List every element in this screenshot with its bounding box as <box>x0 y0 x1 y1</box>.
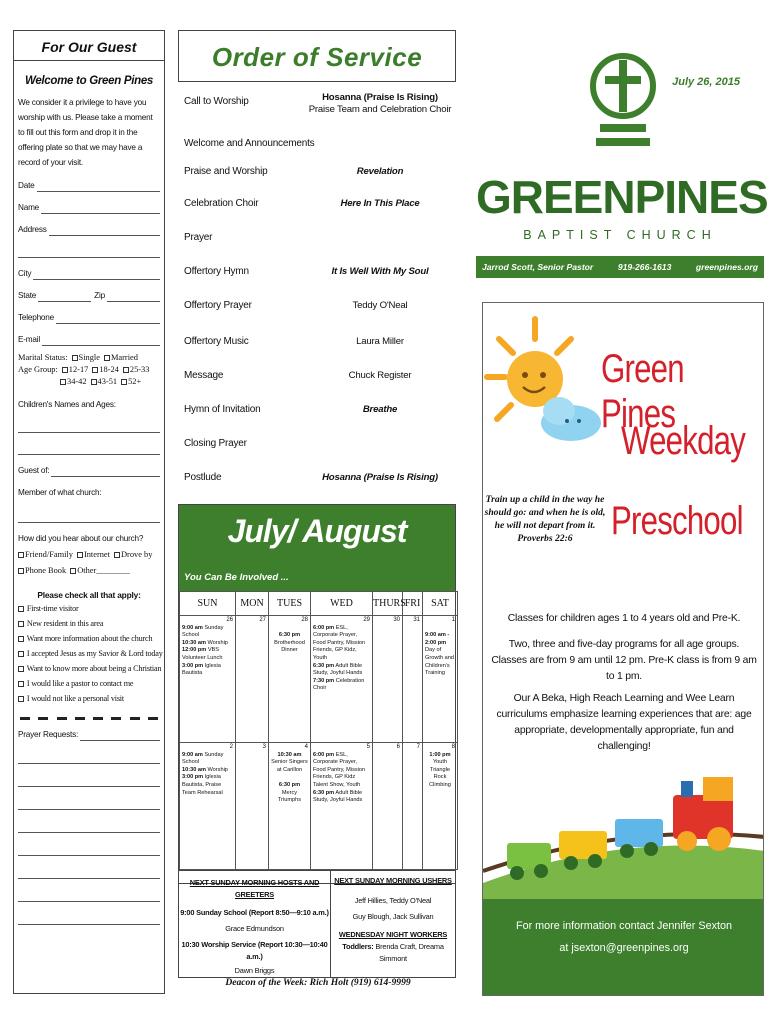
prayer-requests-field[interactable]: Prayer Requests: <box>18 728 160 741</box>
welcome-heading: Welcome to Green Pines <box>24 75 154 87</box>
church-panel <box>476 30 768 994</box>
day-header: MON <box>236 592 269 616</box>
church-name: GREENPINES <box>476 171 768 223</box>
calendar-banner <box>179 505 455 591</box>
service-item: Celebration Choir Here In This Place <box>184 198 420 209</box>
hear-checkbox[interactable]: Internet <box>77 549 110 561</box>
calendar-cell: 28 6:30 pm Brotherhood Dinner <box>269 616 311 743</box>
guest-card <box>13 30 165 994</box>
service-item: Welcome and Announcements <box>184 138 315 149</box>
calendar-cell: 3 <box>236 743 269 870</box>
service-item: Praise and Worship Revelation <box>184 166 404 177</box>
guest-banner: For Our Guest <box>14 39 164 61</box>
contact-line: For more information contact Jennifer Sexton <box>515 920 733 932</box>
calendar-cell: 8 1:00 pm Youth Triangle Rock Climbing <box>423 743 458 870</box>
check-item[interactable]: I accepted Jesus as my Savior & Lord today <box>18 648 160 660</box>
address-line-2[interactable] <box>18 248 160 258</box>
service-item: Prayer <box>184 232 213 243</box>
guest-intro: We consider it a privilege to have you worship with us. Please take a moment to fill out this form and drop it in the offering plate so that we may have a record of your visit. <box>18 98 153 167</box>
pastor-name: Jarrod Scott, Senior Pastor <box>482 262 594 272</box>
children-line[interactable] <box>18 423 160 433</box>
prayer-line[interactable] <box>18 800 160 810</box>
tear-line <box>18 717 160 720</box>
prayer-line[interactable] <box>18 915 160 925</box>
day-header: FRI <box>403 592 423 616</box>
service-item: Postlude Hosanna (Praise Is Rising) <box>184 472 438 483</box>
check-item[interactable]: Want to know more about being a Christian <box>18 663 160 675</box>
calendar-cell: 26 9:00 am Sunday School 10:30 am Worship 12:00 pm VBS Volunteer Lunch 3:00 pm Iglesia Bautista <box>180 616 236 743</box>
calendar-cell: 1 9:00 am - 2:00 pm Day of Growth and Children's Training <box>423 616 458 743</box>
calendar-table <box>179 591 458 870</box>
church-line[interactable] <box>18 513 160 523</box>
address-field[interactable]: Address <box>18 223 160 236</box>
calendar-cell: 27 <box>236 616 269 743</box>
day-header: WED <box>311 592 373 616</box>
age-group-row-2 <box>18 376 160 388</box>
calendar-subtitle: You Can Be Involved ... <box>184 572 289 583</box>
check-item[interactable]: I would not like a personal visit <box>18 693 160 705</box>
hear-options <box>18 549 160 561</box>
day-header: SUN <box>180 592 236 616</box>
hear-label: How did you hear about our church? <box>18 534 144 543</box>
day-header: TUES <box>269 592 311 616</box>
service-item: Offertory Music Laura Miller <box>184 336 404 347</box>
calendar-cell: 5 6:00 pm ESL, Corporate Prayer, Food Pantry, Mission Friends, GP Kidz Talent Show, Youth 6:30 pm Adult Bible Study, Joyful Hands <box>311 743 373 870</box>
hear-checkbox[interactable]: Friend/Family <box>18 549 73 561</box>
prayer-line[interactable] <box>18 846 160 856</box>
sun-cloud-icon <box>483 311 603 461</box>
children-label: Children's Names and Ages: <box>18 400 116 409</box>
hear-options-2 <box>18 565 160 577</box>
bulletin-date: July 26, 2015 <box>672 76 740 88</box>
volunteers-box <box>178 870 456 978</box>
calendar-cell: 6 <box>373 743 403 870</box>
contact-box <box>483 899 764 996</box>
date-field[interactable]: Date <box>18 179 160 192</box>
hear-checkbox[interactable]: Phone Book <box>18 565 66 577</box>
prayer-line[interactable] <box>18 892 160 902</box>
check-all-heading: Please check all that apply: <box>37 590 141 600</box>
hear-checkbox[interactable]: Other________ <box>70 565 130 577</box>
service-item: Closing Prayer <box>184 438 247 449</box>
programs-text: Two, three and five-day programs for all age groups. Classes are from 9 am until 12 pm. Pre-K class is from 9 am to 1 pm. <box>491 639 757 682</box>
calendar-cell: 4 10:30 am Senior Singers at Carillon 6:30 pm Mercy Triumphs <box>269 743 311 870</box>
marital-status: Marital Status: Single Married <box>18 353 138 362</box>
city-field[interactable]: City <box>18 267 160 280</box>
married-checkbox[interactable]: Married <box>104 352 138 364</box>
contact-email[interactable]: at jsexton@greenpines.org <box>559 942 689 954</box>
hosts-greeters: NEXT SUNDAY MORNING HOSTS AND GREETERS 9:00 Sunday School (Report 8:50—9:10 a.m.) Grace Edmundson 10:30 Worship Service (Report 10:30—10:40 a.m.) Dawn Briggs <box>179 871 331 977</box>
service-item: Message Chuck Register <box>184 370 412 381</box>
calendar-cell: 2 9:00 am Sunday School 10:30 am Worship 3:00 pm Iglesia Bautista, Praise Team Rehearsal <box>180 743 236 870</box>
prayer-line[interactable] <box>18 823 160 833</box>
day-header: SAT <box>423 592 458 616</box>
deacon-of-week: Deacon of the Week: Rich Holt (919) 614-9999 <box>225 977 411 988</box>
service-item: Offertory Hymn It Is Well With My Soul <box>184 266 429 277</box>
check-item[interactable]: I would like a pastor to contact me <box>18 678 160 690</box>
calendar-box <box>178 504 456 884</box>
prayer-line[interactable] <box>18 869 160 879</box>
prayer-line[interactable] <box>18 754 160 764</box>
age-checkbox[interactable]: 25-33 <box>123 364 150 376</box>
guest-of-field[interactable]: Guest of: <box>18 464 160 477</box>
day-header: THURS <box>373 592 403 616</box>
church-label: Member of what church: <box>18 488 102 497</box>
church-logo-icon <box>588 38 658 158</box>
telephone-field[interactable]: Telephone <box>18 311 160 324</box>
age-checkbox[interactable]: 12-17 <box>62 364 89 376</box>
age-checkbox[interactable]: 34-42 <box>60 376 87 388</box>
ushers: NEXT SUNDAY MORNING USHERS Jeff Hillies, Teddy O'Neal Guy Blough, Jack Sullivan WEDNESDAY NIGHT WORKERS Toddlers: Brenda Craft, Dreama Simmont <box>334 876 452 963</box>
calendar-cell: 30 <box>373 616 403 743</box>
pastor-bar <box>476 256 764 278</box>
bible-verse: Train up a child in the way he should go: and when he is old, he will not depart from it. Proverbs 22:6 <box>484 494 606 544</box>
preschool-ad <box>482 302 764 996</box>
email-field[interactable]: E-mail <box>18 333 160 346</box>
preschool-title-2: Weekday <box>621 419 746 463</box>
calendar-cell: 29 6:00 pm ESL, Corporate Prayer, Food Pantry, Mission Friends, GP Kidz, Youth 6:30 pm Adult Bible Study, Joyful Hands 7:30 pm Celebration Choir <box>311 616 373 743</box>
service-item: Hymn of Invitation Breathe <box>184 404 398 415</box>
hear-checkbox[interactable]: Drove by <box>114 549 152 561</box>
prayer-line[interactable] <box>18 777 160 787</box>
calendar-cell: 31 <box>403 616 423 743</box>
order-title: Order of Service <box>178 30 456 82</box>
age-checkbox[interactable]: 43-51 <box>91 376 118 388</box>
check-item[interactable]: Want more information about the church <box>18 633 160 645</box>
preschool-title-3: Preschool <box>611 499 743 543</box>
name-field[interactable]: Name <box>18 201 160 214</box>
toy-train-icon <box>483 771 764 899</box>
preschool-title-1: Green Pines <box>601 347 684 436</box>
calendar-header-row <box>180 592 458 616</box>
age-group: Age Group: 12-17 18-24 25-33 <box>18 365 150 374</box>
classes-text: Classes for children ages 1 to 4 years old and Pre-K. <box>507 613 741 624</box>
service-item: Offertory Prayer Teddy O'Neal <box>184 300 408 311</box>
calendar-title: July/ August <box>227 513 407 549</box>
calendar-cell: 7 <box>403 743 423 870</box>
check-item[interactable]: First-time visitor <box>18 603 160 615</box>
calendar-week-row <box>180 743 458 870</box>
service-item: Call to Worship Hosanna (Praise Is Rising) Praise Team and Celebration Choir <box>184 92 452 115</box>
age-checkbox[interactable]: 18-24 <box>92 364 119 376</box>
curriculum-text: Our A Beka, High Reach Learning and Wee Learn curriculums emphasize learning experiences that are: age appropriate, developmentally appropriate, fun and challenging! <box>496 693 752 752</box>
church-website[interactable]: greenpines.org <box>695 262 758 272</box>
church-phone: 919-266-1613 <box>617 262 672 272</box>
calendar-week-row <box>180 616 458 743</box>
state-zip-field[interactable]: State Zip <box>18 289 160 302</box>
single-checkbox[interactable]: Single <box>72 352 100 364</box>
children-line[interactable] <box>18 445 160 455</box>
church-subname: BAPTIST CHURCH <box>523 228 717 242</box>
order-of-service-panel <box>170 30 460 994</box>
age-checkbox[interactable]: 52+ <box>121 376 141 388</box>
check-item[interactable]: New resident in this area <box>18 618 160 630</box>
